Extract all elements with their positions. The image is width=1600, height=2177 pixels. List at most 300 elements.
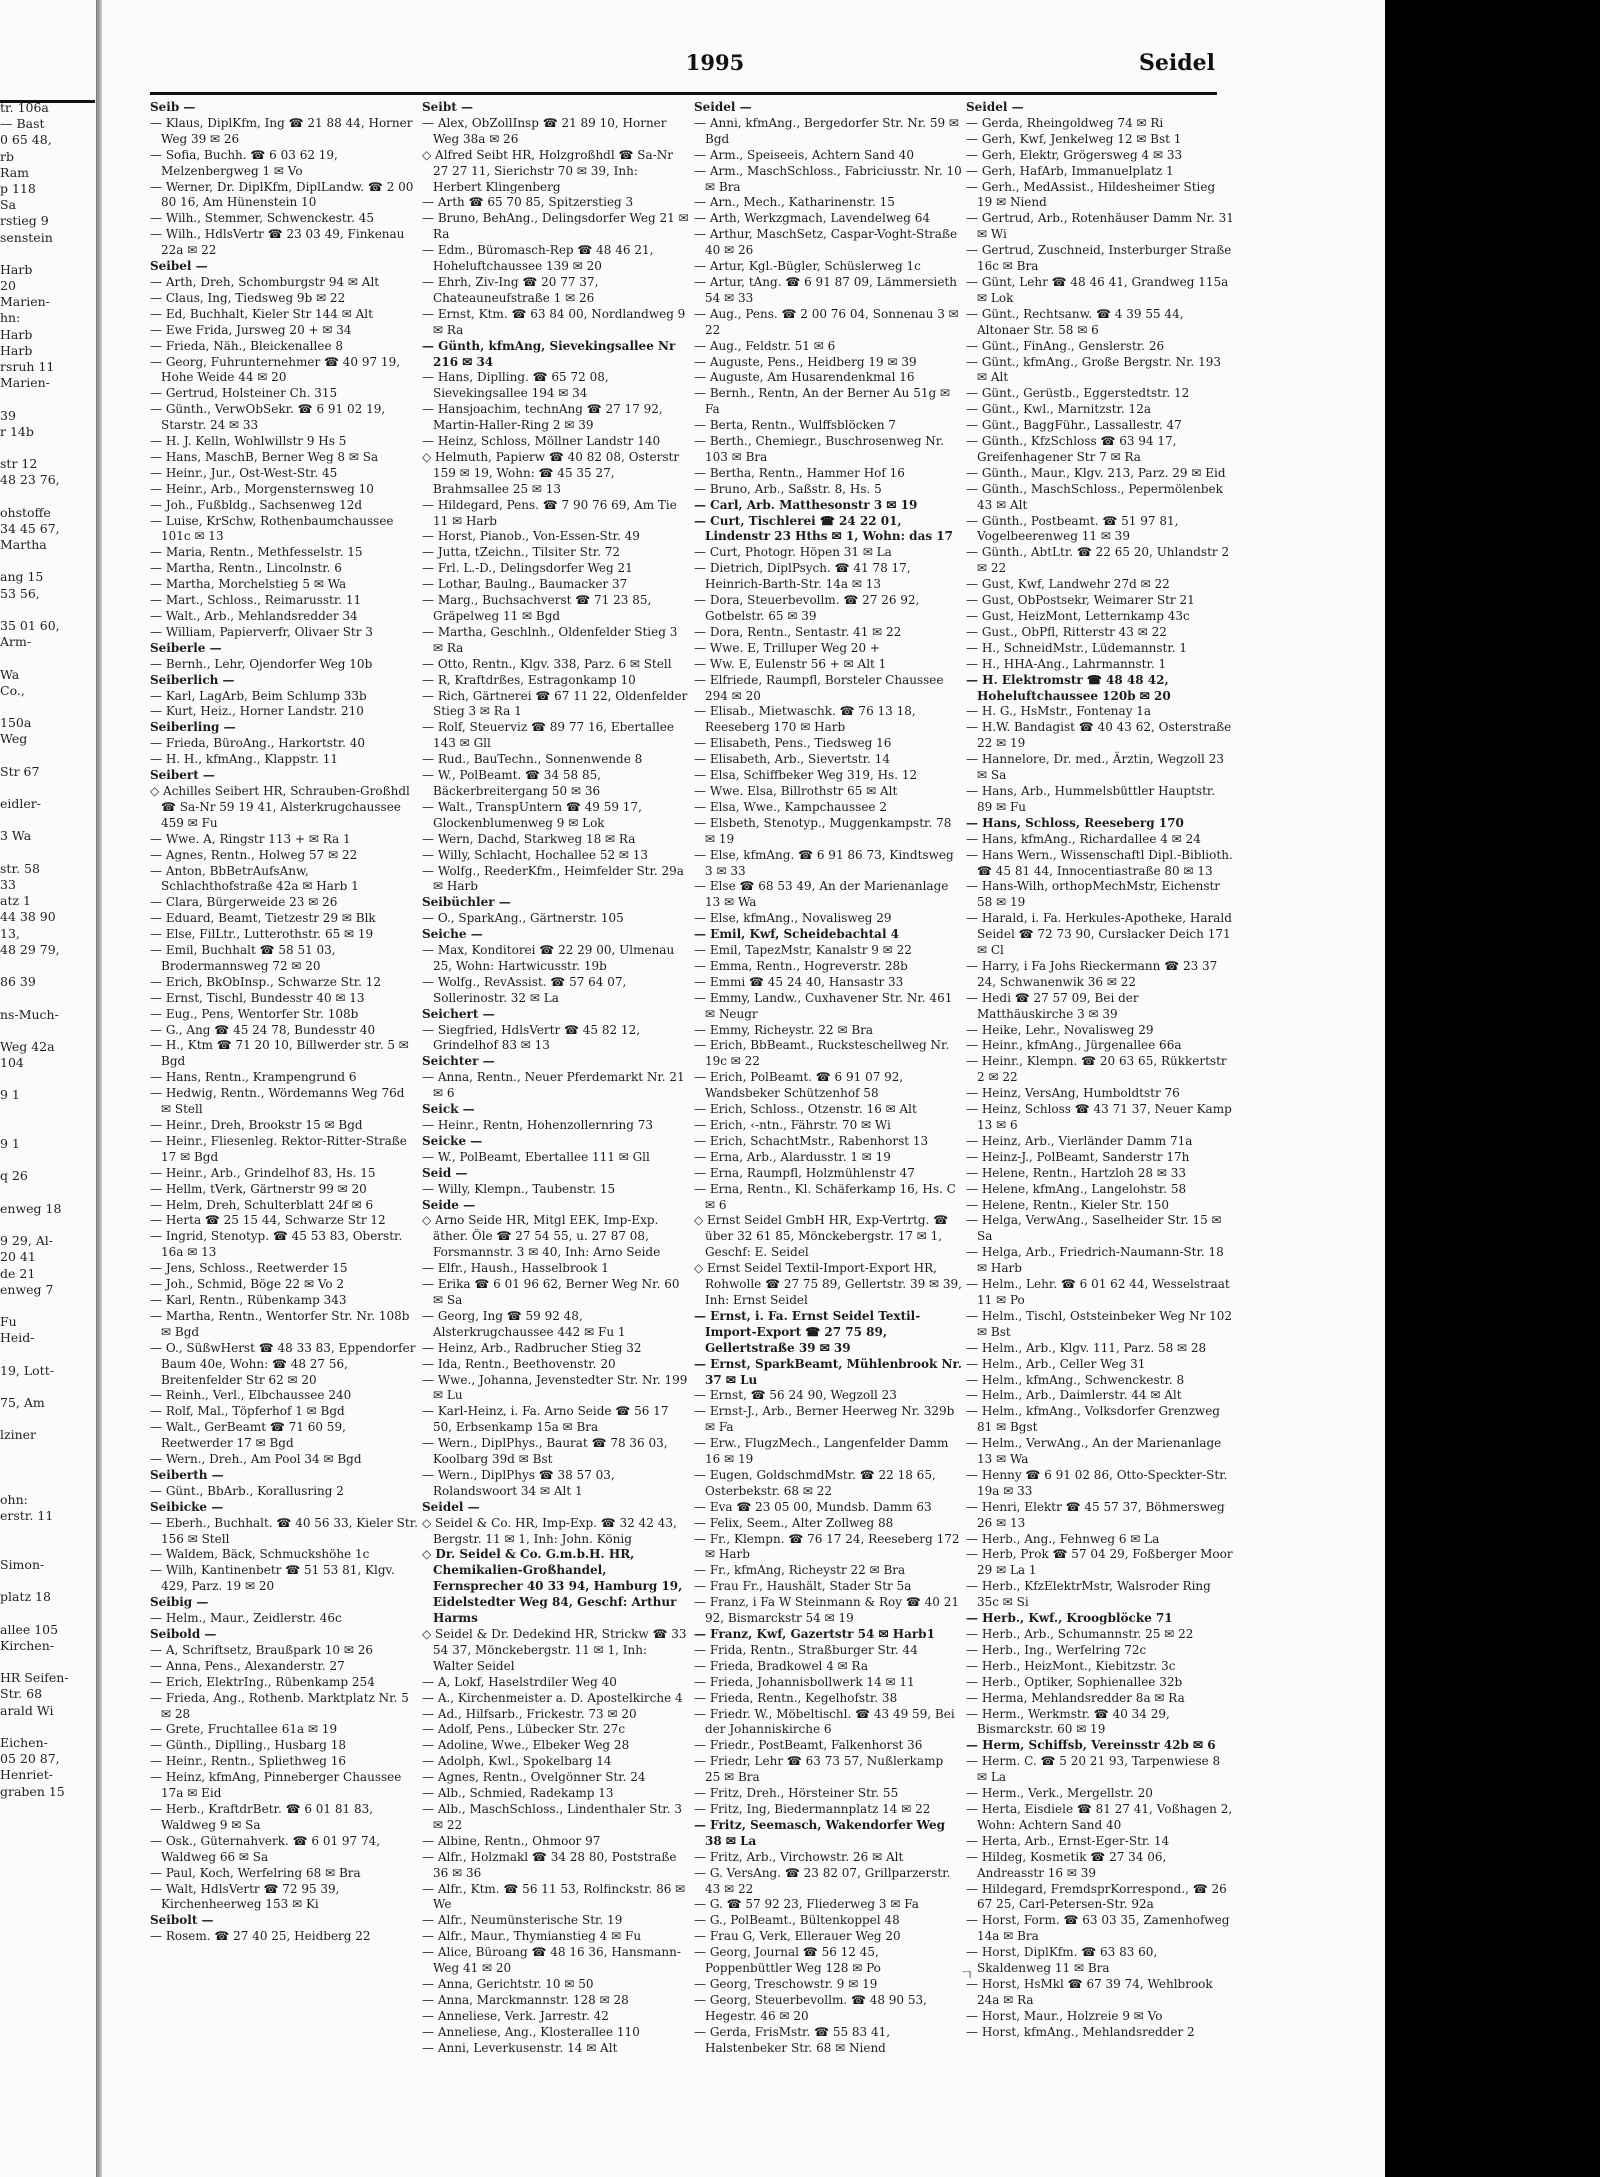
directory-entry: — Adoline, Wwe., Elbeker Weg 28: [422, 1738, 630, 1753]
directory-entry: — Bernh., Rentn, An der Berner Au 51g ✉ Fa: [694, 386, 951, 417]
directory-entry: — Gerda, Rheingoldweg 74 ✉ Ri: [966, 115, 1164, 130]
directory-entry: — Günt., Kwl., Marnitzstr. 12a: [966, 402, 1151, 417]
directory-entry: — Klaus, DiplKfm, Ing ☎ 21 88 44, Horner Weg 39 ✉ 26: [150, 115, 413, 146]
directory-entry: — Wwe. E, Trilluper Weg 20 +: [694, 640, 880, 655]
surname-heading: Seid —: [422, 1165, 468, 1180]
facing-page-fragment: 19, Lott-: [0, 1362, 54, 1378]
directory-entry: — Waldem, Bäck, Schmuckshöhe 1c: [150, 1547, 370, 1562]
facing-page-fragment: rstieg 9: [0, 213, 49, 229]
directory-entry: — Herta ☎ 25 15 44, Schwarze Str 12: [150, 1213, 386, 1228]
directory-entry: — Elsbeth, Stenotyp., Muggenkampstr. 78 ✉ 19: [694, 815, 952, 846]
facing-page-fragment: rb: [0, 148, 14, 164]
directory-entry: — Fritz, Seemasch, Wakendorfer Weg 38 ✉ La: [694, 1817, 946, 1848]
facing-page-fragment: Ram: [0, 164, 30, 180]
directory-entry: — Bernh., Lehr, Ojendorfer Weg 10b: [150, 656, 373, 671]
directory-entry: — Rud., BauTechn., Sonnenwende 8: [422, 752, 643, 767]
directory-entry: — Frieda, BüroAng., Harkortstr. 40: [150, 736, 366, 751]
facing-page-fragment: Arm-: [0, 634, 32, 650]
directory-entry: ◇ Ernst Seidel Textil-Import-Export HR, Rohwolle ☎ 27 75 89, Gellertstr. 39 ✉ 39, Inh: Ernst Seidel: [694, 1261, 962, 1307]
directory-entry: — Erich, Schloss., Otzenstr. 16 ✉ Alt: [694, 1102, 917, 1117]
directory-entry: — Dora, Rentn., Sentastr. 41 ✉ 22: [694, 624, 902, 639]
facing-page-fragment: r 14b: [0, 423, 34, 439]
facing-page-fragment: Sa: [0, 197, 17, 213]
facing-page-fragment: 44 38 90: [0, 909, 56, 925]
directory-entry: — H. Elektromstr ☎ 48 48 42, Hoheluftchaussee 120b ✉ 20: [966, 672, 1171, 703]
directory-entry: — A, Schriftsetz, Braußpark 10 ✉ 26: [150, 1642, 373, 1657]
directory-entry: — Erich, BkObInsp., Schwarze Str. 12: [150, 974, 382, 989]
directory-entry: — Hans Wern., Wissenschaftl Dipl.-Biblioth. ☎ 45 81 44, Innocentiastraße 80 ✉ 13: [966, 847, 1233, 878]
directory-entry: — Elfr., Haush., Hasselbrook 1: [422, 1261, 609, 1276]
directory-entry: — Wwe. Elsa, Billrothstr 65 ✉ Alt: [694, 783, 898, 798]
facing-page-fragment: Wa: [0, 666, 20, 682]
directory-entry: — H., HHA-Ang., Lahrmannstr. 1: [966, 656, 1167, 671]
directory-entry: — Friedr., PostBeamt, Falkenhorst 36: [694, 1738, 923, 1753]
directory-entry: — Heike, Lehr., Novalisweg 29: [966, 1022, 1154, 1037]
facing-page-fragment: p 118: [0, 180, 36, 196]
directory-entry: — Willy, Schlacht, Hochallee 52 ✉ 13: [422, 847, 649, 862]
directory-entry: — Jutta, tZeichn., Tilsiter Str. 72: [422, 545, 621, 560]
directory-entry: — Eugen, GoldschmdMstr. ☎ 22 18 65, Osterbekstr. 68 ✉ 22: [694, 1467, 936, 1498]
surname-heading: Seibicke —: [150, 1499, 224, 1514]
surname-heading: Seiberle —: [150, 640, 222, 655]
facing-page-fragment: erstr. 11: [0, 1508, 54, 1524]
directory-entry: — Günth., KfzSchloss ☎ 63 94 17, Greifenhagener Str 7 ✉ Ra: [966, 434, 1177, 464]
directory-entry: — Georg, Steuerbevollm. ☎ 48 90 53, Hegestr. 46 ✉ 20: [694, 1992, 927, 2023]
directory-entry: — Maria, Rentn., Methfesselstr. 15: [150, 545, 363, 560]
directory-entry: — Bruno, BehAng., Delingsdorfer Weg 21 ✉ Ra: [422, 211, 689, 242]
directory-entry: — A., Kirchenmeister a. D. Apostelkirche 4: [422, 1690, 683, 1705]
directory-entry: — Agnes, Rentn., Holweg 57 ✉ 22: [150, 847, 358, 862]
directory-entry: — Walt., TranspUntern ☎ 49 59 17, Glockenblumenweg 9 ✉ Lok: [422, 799, 642, 830]
directory-entry: — Arn., Mech., Katharinenstr. 15: [694, 195, 895, 210]
facing-page-fragment: de 21: [0, 1265, 36, 1281]
directory-entry: — Wilh, Kantinenbetr ☎ 51 53 81, Klgv. 429, Parz. 19 ✉ 20: [150, 1563, 395, 1594]
header-rule: [150, 92, 1217, 95]
directory-entry: — Günth., MaschSchloss., Pepermölenbek 43 ✉ Alt: [966, 481, 1223, 512]
directory-entry: — Heinz, Arb., Vierländer Damm 71a: [966, 1133, 1193, 1148]
facing-page-fragment: rsruh 11: [0, 359, 55, 374]
directory-entry: — Günt., FinAng., Genslerstr. 26: [966, 338, 1165, 353]
directory-entry: — Günth., Maur., Klgv. 213, Parz. 29 ✉ Eid: [966, 465, 1226, 480]
directory-entry: — Helm., Arb., Celler Weg 31: [966, 1356, 1146, 1371]
surname-heading: Seichter —: [422, 1054, 495, 1069]
directory-entry: — Elfriede, Raumpfl, Borsteler Chaussee 294 ✉ 20: [694, 672, 944, 703]
directory-entry: — Hedi ☎ 27 57 09, Bei der Matthäuskirche 3 ✉ 39: [966, 990, 1139, 1021]
directory-entry: — Martha, Morchelstieg 5 ✉ Wa: [150, 577, 347, 592]
directory-entry: — Helene, Rentn., Hartzloh 28 ✉ 33: [966, 1165, 1186, 1180]
facing-page-fragment: eidler-: [0, 796, 41, 812]
directory-entry: — Georg, Ing ☎ 59 92 48, Alsterkrugchaussee 442 ✉ Fu 1: [422, 1308, 626, 1339]
facing-page-fragment: [0, 1605, 92, 1621]
directory-entry: — Hedwig, Rentn., Wördemanns Weg 76d ✉ Stell: [150, 1086, 405, 1117]
directory-entry: — G., Ang ☎ 45 24 78, Bundesstr 40: [150, 1022, 376, 1037]
directory-entry: — Heinr., Rentn., Spliethweg 16: [150, 1754, 347, 1769]
directory-entry: — Arm., Speiseeis, Achtern Sand 40: [694, 147, 915, 162]
directory-entry: — Hannelore, Dr. med., Ärztin, Wegzoll 23 ✉ Sa: [966, 752, 1224, 783]
directory-entry: — Horst, DiplKfm. ☎ 63 83 60, Skaldenweg 11 ✉ Bra: [966, 1945, 1158, 1976]
directory-entry: — Eberh., Buchhalt. ☎ 40 56 33, Kieler Str. 156 ✉ Stell: [150, 1515, 418, 1546]
directory-entry: — Eduard, Beamt, Tietzestr 29 ✉ Blk: [150, 911, 376, 926]
facing-page-fragment: tr. 106a: [0, 100, 49, 115]
directory-entry: ◇ Arno Seide HR, Mitgl EEK, Imp-Exp. äther. Öle ☎ 27 54 55, u. 27 87 08, Forsmannstr. 3 ✉ 40, Inh: Arno Seide: [422, 1213, 661, 1260]
directory-entry: — Frau Fr., Haushält, Stader Str 5a: [694, 1579, 912, 1594]
directory-entry: — Emmi ☎ 45 24 40, Hansastr 33: [694, 974, 904, 989]
facing-page-fragment: [0, 1541, 92, 1557]
directory-entry: — Hansjoachim, technAng ☎ 27 17 92, Martin-Haller-Ring 2 ✉ 39: [422, 402, 663, 433]
facing-page-fragment: [0, 1152, 92, 1168]
facing-page-fragment: Harb: [0, 342, 33, 358]
facing-page-fragment: 9 1: [0, 1087, 20, 1103]
directory-entry: — Artur, Kgl.-Bügler, Schüslerweg 1c: [694, 259, 921, 274]
facing-page-fragment: enweg 7: [0, 1281, 54, 1297]
facing-page-fragment: 48 23 76,: [0, 472, 60, 488]
directory-entry: — Claus, Ing, Tiedsweg 9b ✉ 22: [150, 290, 346, 305]
directory-entry: — Emil, Kwf, Scheidebachtal 4: [694, 927, 900, 942]
directory-entry: — Auguste, Am Husarendenkmal 16: [694, 370, 915, 385]
directory-entry: — Anton, BbBetrAufsAnw, Schlachthofstraße 42a ✉ Harb 1: [150, 863, 359, 894]
directory-entry: — Curt, Photogr. Höpen 31 ✉ La: [694, 545, 892, 560]
directory-entry: — Erich, ‹-ntn., Fährstr. 70 ✉ Wi: [694, 1118, 891, 1132]
directory-entry: — Helene, kfmAng., Langelohstr. 58: [966, 1181, 1187, 1196]
directory-entry: — Günt., Rechtsanw. ☎ 4 39 55 44, Altonaer Str. 58 ✉ 6: [966, 306, 1184, 337]
directory-entry: — Harald, i. Fa. Herkules-Apotheke, Harald Seidel ☎ 72 73 90, Curslacker Deich 171 ✉ Cl: [966, 911, 1232, 958]
directory-entry: — Eva ☎ 23 05 00, Mundsb. Damm 63: [694, 1499, 932, 1514]
directory-entry: — Gertrud, Holsteiner Ch. 315: [150, 386, 338, 401]
facing-page-fragment: Fu: [0, 1314, 17, 1330]
directory-entry: — Helm., kfmAng., Schwenckestr. 8: [966, 1372, 1185, 1387]
directory-entry: — Heinz, Schloss ☎ 43 71 37, Neuer Kamp 13 ✉ 6: [966, 1102, 1232, 1132]
directory-entry: — Heinz, Arb., Radbrucher Stieg 32: [422, 1340, 642, 1355]
directory-entry: — Gertrud, Zuschneid, Insterburger Straße 16c ✉ Bra: [966, 243, 1232, 274]
directory-entry: — Elsa, Schiffbeker Weg 319, Hs. 12: [694, 768, 918, 783]
directory-entry: — Artur, tAng. ☎ 6 91 87 09, Lämmersieth 54 ✉ 33: [694, 274, 957, 305]
directory-entry: — Aug., Pens. ☎ 2 00 76 04, Sonnenau 3 ✉ 22: [694, 306, 959, 337]
surname-heading: Seiberth —: [150, 1467, 224, 1482]
directory-entry: — Alb., Schmied, Radekamp 13: [422, 1786, 614, 1801]
directory-entry: — Else, kfmAng., Novalisweg 29: [694, 911, 892, 926]
directory-entry: — Herb, Prok ☎ 57 04 29, Foßberger Moor 29 ✉ La 1: [966, 1547, 1233, 1578]
directory-entry: — Wilh., Stemmer, Schwenckestr. 45: [150, 211, 374, 226]
directory-entry: — Hildegard, Pens. ☎ 7 90 76 69, Am Tie 11 ✉ Harb: [422, 497, 677, 528]
directory-entry: — Helm, Dreh, Schulterblatt 24f ✉ 6: [150, 1197, 374, 1212]
directory-entry: — Lothar, Baulng., Baumacker 37: [422, 577, 628, 592]
directory-entry: — Emil, Buchhalt ☎ 58 51 03, Brodermannsweg 72 ✉ 20: [150, 943, 336, 973]
directory-entry: — Frieda, Näh., Bleickenallee 8: [150, 338, 344, 353]
directory-entry: — Fritz, Arb., Virchowstr. 26 ✉ Alt: [694, 1849, 904, 1864]
directory-entry: — Rich, Gärtnerei ☎ 67 11 22, Oldenfelder Stieg 3 ✉ Ra 1: [422, 688, 688, 719]
directory-entry: — Frieda, Rentn., Kegelhofstr. 38: [694, 1690, 898, 1705]
facing-page-fragment: Str. 68: [0, 1686, 43, 1702]
directory-entry: — Joh., Fußbldg., Sachsenweg 12d: [150, 497, 363, 512]
directory-entry: — Else, kfmAng. ☎ 6 91 86 73, Kindtsweg 3 ✉ 33: [694, 847, 954, 878]
directory-entry: — Heinr., kfmAng., Jürgenallee 66a: [966, 1038, 1182, 1053]
facing-page-fragment: ns-Much-: [0, 1006, 59, 1022]
directory-entry: — Günt, Lehr ☎ 48 46 41, Grandweg 115a ✉ Lok: [966, 274, 1229, 305]
directory-entry: — H., SchneidMstr., Lüdemannstr. 1: [966, 640, 1188, 655]
directory-entry: — Gerh, HafArb, Immanuelplatz 1: [966, 163, 1174, 178]
directory-entry: — Günt., kfmAng., Große Bergstr. Nr. 193 ✉ Alt: [966, 354, 1222, 385]
facing-page-fragment: [0, 440, 92, 456]
facing-page-fragment: q 26: [0, 1168, 28, 1184]
directory-entry: — Reinh., Verl., Elbchaussee 240: [150, 1388, 352, 1403]
directory-entry: — Horst, HsMkl ☎ 67 39 74, Wehlbrook 24a ✉ Ra: [966, 1976, 1213, 2007]
directory-entry: — Otto, Rentn., Klgv. 338, Parz. 6 ✉ Stell: [422, 656, 672, 671]
facing-page-fragment: [0, 812, 92, 828]
directory-entry: — Frau G, Verk, Ellerauer Weg 20: [694, 1929, 901, 1944]
directory-entry: — Frieda, Johannisbollwerk 14 ✉ 11: [694, 1674, 915, 1689]
directory-entry: — Herma, Mehlandsredder 8a ✉ Ra: [966, 1690, 1185, 1705]
directory-entry: — O., SüßwHerst ☎ 48 33 83, Eppendorfer Baum 40e, Wohn: ☎ 48 27 56, Breitenfelder Str 62 ✉ 20: [150, 1340, 416, 1387]
facing-page-fragment: 3 Wa: [0, 828, 32, 844]
facing-page-fragment: Marien-: [0, 375, 50, 391]
directory-entry: — Ernst-J., Arb., Berner Heerweg Nr. 329b ✉ Fa: [694, 1404, 955, 1435]
directory-entry: — Wern., Dreh., Am Pool 34 ✉ Bgd: [150, 1452, 362, 1467]
surname-heading: Seidel —: [966, 100, 1024, 114]
directory-entry: — Frl. L.-D., Delingsdorfer Weg 21: [422, 561, 633, 576]
directory-entry: — Marg., Buchsachverst ☎ 71 23 85, Gräpelweg 11 ✉ Bgd: [422, 593, 652, 623]
directory-entry: — Alfr., Holzmakl ☎ 34 28 80, Poststraße 36 ✉ 36: [422, 1849, 677, 1880]
directory-entry: — Anna, Rentn., Neuer Pferdemarkt Nr. 21 ✉ 6: [422, 1070, 685, 1101]
directory-entry: — Auguste, Pens., Heidberg 19 ✉ 39: [694, 354, 917, 369]
surname-heading: Seibert —: [150, 768, 215, 783]
directory-entry: — Horst, Form. ☎ 63 03 35, Zamenhofweg 14a ✉ Bra: [966, 1913, 1230, 1944]
facing-page-fragment: lziner: [0, 1427, 37, 1443]
directory-entry: — Arth, Dreh, Schomburgstr 94 ✉ Alt: [150, 274, 380, 289]
directory-entry: — Kurt, Heiz., Horner Landstr. 210: [150, 704, 364, 719]
directory-entry: — Erna, Rentn., Kl. Schäferkamp 16, Hs. C ✉ 6: [694, 1181, 956, 1212]
directory-entry: — Günth., AbtLtr. ☎ 22 65 20, Uhlandstr 2 ✉ 22: [966, 545, 1230, 576]
directory-entry: — Henny ☎ 6 91 02 86, Otto-Speckter-Str. 19a ✉ 33: [966, 1467, 1228, 1498]
facing-page-fragment: [0, 699, 92, 715]
directory-entry: — Ehrh, Ziv-Ing ☎ 20 77 37, Chateauneufstraße 1 ✉ 26: [422, 274, 599, 305]
directory-entry: — Helga, VerwAng., Saselheider Str. 15 ✉ Sa: [966, 1213, 1222, 1244]
directory-entry: — Friedr, Lehr ☎ 63 73 57, Nußlerkamp 25 ✉ Bra: [694, 1754, 944, 1785]
directory-entry: — W., PolBeamt, Ebertallee 111 ✉ Gll: [422, 1149, 650, 1164]
surname-heading: Seick —: [422, 1102, 475, 1117]
directory-entry: — Herta, Arb., Ernst-Eger-Str. 14: [966, 1833, 1170, 1848]
directory-entry: — Georg, Fuhrunternehmer ☎ 40 97 19, Hohe Weide 44 ✉ 20: [150, 354, 401, 385]
directory-entry: — Werner, Dr. DiplKfm, DiplLandw. ☎ 2 00 80 16, Am Hünenstein 10: [150, 179, 414, 210]
directory-entry: — Elisab., Mietwaschk. ☎ 76 13 18, Reeseberg 170 ✉ Harb: [694, 704, 916, 735]
facing-page-fragment: [0, 602, 92, 618]
facing-page-fragment: [0, 1476, 92, 1492]
directory-entry: — Erich, ElektrIng., Rübenkamp 254: [150, 1674, 375, 1689]
directory-entry: — Heinr., Arb., Morgensternsweg 10: [150, 481, 374, 496]
directory-entry: — Günth., Postbeamt. ☎ 51 97 81, Vogelbeerenweg 11 ✉ 39: [966, 513, 1179, 544]
directory-entry: — Erna, Raumpfl, Holzmühlenstr 47: [694, 1165, 915, 1180]
directory-entry: — Anni, Leverkusenstr. 14 ✉ Alt: [422, 2040, 618, 2055]
directory-entry: — Ingrid, Stenotyp. ☎ 45 53 83, Oberstr. 16a ✉ 13: [150, 1229, 403, 1260]
facing-page-fragment: atz 1: [0, 893, 31, 909]
directory-entry: — Erw., FlugzMech., Langenfelder Damm 16 ✉ 19: [694, 1436, 949, 1467]
directory-entry: — Erich, BbBeamt., Rucksteschellweg Nr. 19c ✉ 22: [694, 1038, 950, 1069]
column-1: [150, 100, 418, 1975]
facing-page-fragment: 13,: [0, 925, 20, 941]
directory-entry: — William, Papierverfr, Olivaer Str 3: [150, 624, 373, 639]
directory-entry: — Paul, Koch, Werfelring 68 ✉ Bra: [150, 1865, 361, 1880]
facing-page-fragment: 0 65 48,: [0, 132, 52, 148]
directory-entry: — Elsa, Wwe., Kampchaussee 2: [694, 799, 887, 814]
directory-entry: — Heinr., Arb., Grindelhof 83, Hs. 15: [150, 1165, 376, 1180]
directory-entry: — Herm, Schiffsb, Vereinsstr 42b ✉ 6: [966, 1738, 1216, 1753]
directory-entry: — H. H., kfmAng., Klappstr. 11: [150, 752, 339, 767]
directory-entry: — Sofia, Buchh. ☎ 6 03 62 19, Melzenbergweg 1 ✉ Vo: [150, 147, 338, 178]
directory-entry: — Herm., Verk., Mergellstr. 20: [966, 1786, 1153, 1801]
directory-entry: — Helm., Arb., Klgv. 111, Parz. 58 ✉ 28: [966, 1340, 1207, 1355]
facing-page-fragment: 33: [0, 877, 16, 892]
directory-entry: — Georg, Journal ☎ 56 12 45, Poppenbüttler Weg 128 ✉ Po: [694, 1945, 881, 1976]
directory-entry: — Ida, Rentn., Beethovenstr. 20: [422, 1356, 616, 1371]
directory-entry: — Heinr., Rentn, Hohenzollernring 73: [422, 1118, 653, 1132]
directory-entry: — Harry, i Fa Johs Rieckermann ☎ 23 37 24, Schwanenwik 36 ✉ 22: [966, 958, 1218, 989]
directory-entry: — Heinr., Dreh, Brookstr 15 ✉ Bgd: [150, 1118, 363, 1132]
directory-entry: — Bertha, Rentn., Hammer Hof 16: [694, 465, 905, 480]
directory-entry: — Gerda, FrisMstr. ☎ 55 83 41, Halstenbeker Str. 68 ✉ Niend: [694, 2024, 891, 2055]
directory-entry: — Joh., Schmid, Böge 22 ✉ Vo 2: [150, 1277, 345, 1292]
directory-entry: — Horst, Maur., Holzreie 9 ✉ Vo: [966, 2008, 1163, 2023]
directory-entry: — Arthur, MaschSetz, Caspar-Voght-Straße 40 ✉ 26: [694, 227, 958, 258]
facing-page-fragment: 86 39: [0, 974, 36, 990]
surname-heading: Seibolt —: [150, 1913, 214, 1928]
directory-entry: — Erich, SchachtMstr., Rabenhorst 13: [694, 1133, 929, 1148]
directory-entry: — Albine, Rentn., Ohmoor 97: [422, 1833, 601, 1848]
directory-entry: — Heinr., Jur., Ost-West-Str. 45: [150, 465, 338, 480]
directory-entry: — Berta, Rentn., Wulffsblöcken 7: [694, 418, 897, 433]
directory-entry: — Aug., Feldstr. 51 ✉ 6: [694, 338, 836, 353]
facing-page-fragment: 9 29, Al-: [0, 1233, 54, 1249]
facing-page-fragment: ohstoffe: [0, 504, 51, 520]
directory-entry: — Walt, HdlsVertr ☎ 72 95 39, Kirchenheerweg 153 ✉ Ki: [150, 1881, 340, 1912]
directory-entry: — Hildeg, Kosmetik ☎ 27 34 06, Andreasstr 16 ✉ 39: [966, 1849, 1167, 1880]
directory-entry: — Walt., GerBeamt ☎ 71 60 59, Reetwerder 17 ✉ Bgd: [150, 1420, 346, 1451]
facing-page-fragment: ang 15: [0, 569, 44, 585]
facing-page-fragment: 9 1: [0, 1136, 20, 1151]
directory-entry: — H.W. Bandagist ☎ 40 43 62, Osterstraße 22 ✉ 19: [966, 720, 1232, 751]
directory-entry: — Georg, Treschowstr. 9 ✉ 19: [694, 1976, 878, 1991]
directory-entry: — Felix, Seem., Alter Zollweg 88: [694, 1515, 894, 1530]
directory-entry: — Heinr., Fliesenleg. Rektor-Ritter-Straße 17 ✉ Bgd: [150, 1133, 407, 1164]
facing-page-fragment: 35 01 60,: [0, 618, 60, 633]
directory-entry: — Horst, Pianob., Von-Essen-Str. 49: [422, 529, 640, 544]
directory-entry: — Clara, Bürgerweide 23 ✉ 26: [150, 895, 338, 910]
facing-page-fragment: Harb: [0, 261, 33, 277]
surname-heading: Seicke —: [422, 1133, 483, 1148]
directory-entry: ◇ Achilles Seibert HR, Schrauben-Großhdl ☎ Sa-Nr 59 19 41, Alsterkrugchaussee 459 ✉ Fu: [150, 783, 410, 830]
directory-entry: — Wilh., HdlsVertr ☎ 23 03 49, Finkenau 22a ✉ 22: [150, 227, 405, 258]
directory-entry: — Alex, ObZollInsp ☎ 21 89 10, Horner Weg 38a ✉ 26: [422, 115, 667, 146]
directory-entry: — Hans, Schloss, Reeseberg 170: [966, 815, 1184, 830]
directory-entry: — Erich, PolBeamt. ☎ 6 91 07 92, Wandsbeker Schützenhof 58: [694, 1070, 904, 1101]
facing-page-fragment: [0, 1298, 92, 1314]
directory-entry: — Ww. E, Eulenstr 56 + ✉ Alt 1: [694, 656, 887, 671]
facing-page-fragment: Eichen-: [0, 1734, 48, 1750]
facing-page-fragment: Str 67: [0, 763, 40, 779]
surname-heading: Seibig —: [150, 1595, 209, 1610]
directory-entry: — Herb., KfzElektrMstr, Walsroder Ring 35c ✉ Si: [966, 1579, 1211, 1610]
directory-entry: — Gerh, Kwf, Jenkelweg 12 ✉ Bst 1: [966, 131, 1182, 146]
directory-entry: — Grete, Fruchtallee 61a ✉ 19: [150, 1722, 338, 1737]
facing-page-fragment: [0, 1071, 92, 1087]
facing-page-fragment: [0, 391, 92, 407]
directory-entry: — Gust., ObPfl, Ritterstr 43 ✉ 22: [966, 624, 1167, 639]
surname-heading: Seichert —: [422, 1006, 495, 1021]
directory-entry: — Osk., Güternahverk. ☎ 6 01 97 74, Waldweg 66 ✉ Sa: [150, 1833, 381, 1864]
directory-entry: — Horst, kfmAng., Mehlandsredder 2: [966, 2024, 1195, 2039]
facing-page-fragment: Harb: [0, 326, 33, 342]
directory-entry: — Günt., BaggFühr., Lassallestr. 47: [966, 418, 1182, 433]
directory-entry: — Gertrud, Arb., Rotenhäuser Damm Nr. 31 ✉ Wi: [966, 211, 1234, 242]
surname-heading: Seidel —: [422, 1499, 480, 1514]
directory-entry: — Wwe., Johanna, Jevenstedter Str. Nr. 199 ✉ Lu: [422, 1372, 688, 1403]
facing-page-fragment: Marien-: [0, 294, 50, 310]
directory-entry: — Martha, Geschlnh., Oldenfelder Stieg 3 ✉ Ra: [422, 624, 678, 655]
column-2: [422, 100, 690, 2055]
directory-entry: — Franz, Kwf, Gazertstr 54 ✉ Harb1: [694, 1627, 935, 1641]
directory-entry: — Anna, Pens., Alexanderstr. 27: [150, 1658, 345, 1673]
directory-entry: — Walt., Arb., Mehlandsredder 34: [150, 609, 358, 623]
directory-entry: — Anneliese, Ang., Klosterallee 110: [422, 2024, 640, 2039]
directory-entry: — Emma, Rentn., Hogreverstr. 28b: [694, 958, 908, 973]
directory-entry: — Adolph, Kwl., Spokelbarg 14: [422, 1754, 612, 1769]
directory-entry: — Helm., Maur., Zeidlerstr. 46c: [150, 1611, 342, 1626]
facing-page-fragment: ohn:: [0, 1492, 28, 1508]
directory-entry: — Agnes, Rentn., Ovelgönner Str. 24: [422, 1770, 646, 1785]
directory-entry: — Hildegard, FremdsprKorrespond., ☎ 26 67 25, Carl-Petersen-Str. 92a: [966, 1881, 1227, 1912]
directory-entry: — Rolf, Mal., Töpferhof 1 ✉ Bgd: [150, 1404, 345, 1419]
directory-entry: ◇ Dr. Seidel & Co. G.m.b.H. HR, Chemikalien-Großhandel, Fernsprecher 40 33 94, Hamburg 19, Eidelstedter Weg 84, Geschf: Arthur Harms: [422, 1547, 683, 1626]
directory-entry: ◇ Helmuth, Papierw ☎ 40 82 08, Osterstr 159 ✉ 19, Wohn: ☎ 45 35 27, Brahmsallee 25 ✉ 13: [422, 449, 680, 496]
directory-entry: — Günth., Diplling., Husbarg 18: [150, 1738, 347, 1753]
directory-entry: — Anna, Gerichtstr. 10 ✉ 50: [422, 1976, 594, 1991]
directory-entry: — Edm., Büromasch-Rep ☎ 48 46 21, Hoheluftchaussee 139 ✉ 20: [422, 243, 654, 274]
facing-page-fragment: [0, 958, 92, 974]
directory-entry: — Ernst, SparkBeamt, Mühlenbrook Nr. 37 ✉ Lu: [694, 1356, 962, 1387]
facing-page-fragment: Weg: [0, 731, 28, 747]
directory-entry: — Hans, Rentn., Krampengrund 6: [150, 1070, 357, 1085]
directory-entry: — Hans, Diplling. ☎ 65 72 08, Sievekingsallee 194 ✉ 34: [422, 370, 609, 401]
directory-entry: — Gerh, Elektr, Grögersweg 4 ✉ 33: [966, 147, 1183, 162]
directory-entry: — Herb., Ing., Werfelring 72c: [966, 1642, 1147, 1657]
facing-page-fragment: [0, 1460, 92, 1476]
directory-entry: — Frieda, Ang., Rothenb. Marktplatz Nr. 5 ✉ 28: [150, 1690, 409, 1721]
directory-entry: — Ed, Buchhalt, Kieler Str 144 ✉ Alt: [150, 306, 373, 321]
facing-page-fragment: 48 29 79,: [0, 941, 60, 957]
directory-entry: — Karl-Heinz, i. Fa. Arno Seide ☎ 56 17 50, Erbsenkamp 15a ✉ Bra: [422, 1404, 669, 1435]
facing-page-fragment: [0, 1185, 92, 1201]
directory-entry: — Eug., Pens, Wentorfer Str. 108b: [150, 1006, 359, 1021]
directory-entry: — Curt, Tischlerei ☎ 24 22 01, Lindenstr 23 Hths ✉ 1, Wohn: das 17: [694, 513, 953, 544]
directory-entry: — Max, Konditorei ☎ 22 29 00, Ulmenau 25, Wohn: Hartwicusstr. 19b: [422, 943, 675, 973]
directory-entry: — Herta, Eisdiele ☎ 81 27 41, Voßhagen 2, Wohn: Achtern Sand 40: [966, 1801, 1233, 1832]
directory-entry: — Herm. C. ☎ 5 20 21 93, Tarpenwiese 8 ✉ La: [966, 1754, 1221, 1785]
directory-entry: — Heinz, kfmAng, Pinneberger Chaussee 17a ✉ Eid: [150, 1770, 402, 1801]
facing-page-fragment: [0, 1654, 92, 1670]
directory-entry: — Herb., Optiker, Sophienallee 32b: [966, 1674, 1183, 1689]
facing-page-fragment: 20: [0, 278, 16, 294]
directory-entry: — Helm., Arb., Daimlerstr. 44 ✉ Alt: [966, 1388, 1182, 1403]
directory-entry: — H. G., HsMstr., Fontenay 1a: [966, 704, 1152, 719]
directory-entry: — Ewe Frida, Jursweg 20 + ✉ 34: [150, 322, 352, 337]
directory-entry: — W., PolBeamt. ☎ 34 58 85, Bäckerbreitergang 50 ✉ 36: [422, 768, 602, 798]
directory-entry: — Gust, HeizMont, Letternkamp 43c: [966, 609, 1190, 623]
directory-entry: — Rolf, Steuerviz ☎ 89 77 16, Ebertallee 143 ✉ Gll: [422, 720, 674, 751]
directory-entry: — Anna, Marckmannstr. 128 ✉ 28: [422, 1992, 629, 2007]
directory-entry: — Hans, MaschB, Berner Weg 8 ✉ Sa: [150, 449, 379, 464]
directory-entry: — Else, FilLtr., Lutterothstr. 65 ✉ 19: [150, 927, 374, 942]
running-head: Seidel: [1139, 50, 1215, 76]
facing-page-fragment: [0, 489, 92, 505]
facing-page-fragment: Co.,: [0, 682, 25, 698]
